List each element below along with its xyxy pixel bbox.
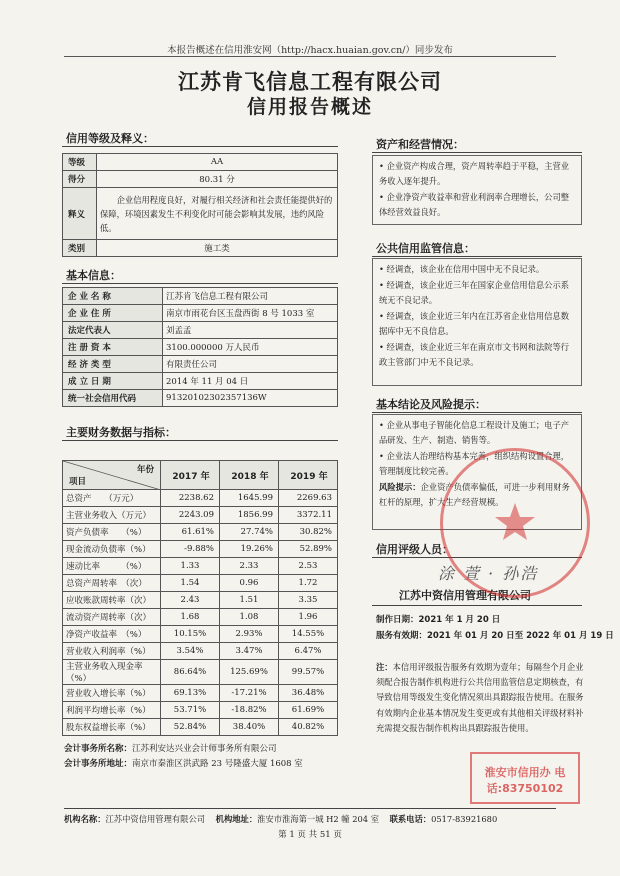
- table-cell: 53.71%: [161, 702, 220, 719]
- table-cell: 14.55%: [279, 626, 338, 643]
- table-row: [63, 702, 338, 719]
- rating-value: AA: [97, 154, 338, 171]
- company-seal: [440, 448, 590, 598]
- table-cell: -17.21%: [220, 685, 279, 702]
- table-cell: 52.84%: [161, 719, 220, 736]
- assets-item: • 企业净资产收益率和营业利润率合理增长，公司整体经营效益良好。: [379, 192, 570, 217]
- table-row: [63, 719, 338, 736]
- footer-divider: [64, 808, 556, 809]
- metric-label: 营业收入增长率（%）: [63, 685, 161, 702]
- table-cell: 40.82%: [279, 719, 338, 736]
- table-cell: 3.54%: [161, 643, 220, 660]
- agency-heading: 信用评级人员：: [376, 543, 453, 556]
- corner-year: 年份: [136, 465, 154, 475]
- table-cell: 52.89%: [279, 541, 338, 558]
- score-label: 得分: [63, 171, 97, 188]
- table-row: [63, 188, 338, 240]
- metric-label: 速动比率 （%）: [63, 558, 161, 575]
- corner-cell: [63, 461, 161, 490]
- assets-box: [372, 155, 582, 225]
- basic-value: 3100.000000 万人民币: [163, 339, 338, 356]
- metric-label: 主营业务收入现金率（%）: [63, 660, 161, 685]
- table-cell: 2.33: [220, 558, 279, 575]
- table-cell: 61.69%: [279, 702, 338, 719]
- table-row: [63, 660, 338, 685]
- metric-label: 净资产收益率 （%）: [63, 626, 161, 643]
- table-cell: 38.40%: [220, 719, 279, 736]
- metric-label: 总资产 （万元）: [63, 490, 161, 507]
- header-note: 本报告概述在信用淮安网（http://hacx.huaian.gov.cn/）同步发布: [167, 45, 453, 56]
- metric-label: 主营业务收入（万元）: [63, 507, 161, 524]
- assets-heading: 资产和经营情况：: [376, 138, 464, 151]
- table-header-row: [63, 461, 338, 490]
- table-cell: 3372.11: [279, 507, 338, 524]
- basic-label: 成 立 日 期: [63, 373, 163, 390]
- corner-item: 项目: [69, 477, 87, 487]
- footer-info: 机构名称：江苏中资信用管理有限公司 机构地址：淮安市淮海第一城 H2 幢 204 室 联系电话：0517-83921680: [64, 814, 498, 824]
- section-divider: [62, 283, 338, 284]
- year-header: 2019 年: [279, 461, 338, 490]
- basic-label: 经 济 类 型: [63, 356, 163, 373]
- basic-value: 南京市雨花台区玉盘西街 8 号 1033 室: [163, 305, 338, 322]
- table-cell: 1.68: [161, 609, 220, 626]
- basic-label: 企 业 名 称: [63, 288, 163, 305]
- table-row: [63, 490, 338, 507]
- table-row: [63, 507, 338, 524]
- rating-heading: 信用等级及释义：: [66, 132, 154, 145]
- table-row: [63, 339, 338, 356]
- risk-note: 风险提示：企业资产负债率偏低，可进一步利用财务杠杆的原理，扩大生产经营规模。: [379, 482, 570, 507]
- basic-value: 刘孟孟: [163, 322, 338, 339]
- section-divider: [62, 146, 338, 147]
- table-cell: 2.43: [161, 592, 220, 609]
- made-date-line: 制作日期：2021 年 1 月 20 日: [376, 615, 501, 625]
- table-row: [63, 626, 338, 643]
- table-row: [63, 575, 338, 592]
- table-cell: 10.15%: [161, 626, 220, 643]
- table-row: [63, 322, 338, 339]
- table-cell: 1.33: [161, 558, 220, 575]
- table-row: [63, 609, 338, 626]
- table-cell: 2.53: [279, 558, 338, 575]
- basic-label: 法定代表人: [63, 322, 163, 339]
- supervision-box: [372, 258, 582, 386]
- supervision-item: • 经调查，该企业近三年在南京市文书网和法院等行政主管部门中无不良记录。: [379, 342, 570, 367]
- metric-label: 资产负债率 （%）: [63, 524, 161, 541]
- basic-table: [62, 287, 338, 407]
- table-cell: -9.88%: [161, 541, 220, 558]
- table-row: [63, 171, 338, 188]
- table-cell: 1.51: [220, 592, 279, 609]
- table-cell: 36.48%: [279, 685, 338, 702]
- basic-value: 江苏肯飞信息工程有限公司: [163, 288, 338, 305]
- company-title: 江苏肯飞信息工程有限公司: [178, 70, 442, 94]
- table-row: [63, 288, 338, 305]
- meaning-label: 释义: [63, 188, 97, 240]
- supervision-item: • 经调查，该企业在信用中国中无不良记录。: [379, 264, 545, 274]
- finance-heading: 主要财务数据与指标：: [66, 426, 176, 439]
- meaning-value: 企业信用程度良好，对履行相关经济和社会责任能提供好的保障，环境因素发生不利变化时可能会影响其发展，违约风险低。: [97, 188, 338, 240]
- table-cell: 69.13%: [161, 685, 220, 702]
- rating-label: 等级: [63, 154, 97, 171]
- table-cell: 125.69%: [220, 660, 279, 685]
- table-cell: 27.74%: [220, 524, 279, 541]
- metric-label: 营业收入利润率（%）: [63, 643, 161, 660]
- section-divider: [372, 152, 582, 153]
- table-cell: 30.82%: [279, 524, 338, 541]
- section-divider: [372, 256, 582, 257]
- table-cell: 0.96: [220, 575, 279, 592]
- finance-table: [62, 460, 338, 736]
- header-divider: [64, 56, 556, 57]
- table-cell: 2.93%: [220, 626, 279, 643]
- basic-value: 有限责任公司: [163, 356, 338, 373]
- table-row: [63, 240, 338, 257]
- table-cell: 86.64%: [161, 660, 220, 685]
- table-row: [63, 592, 338, 609]
- report-title: 信用报告概述: [246, 96, 373, 118]
- table-cell: 99.57%: [279, 660, 338, 685]
- conclusion-heading: 基本结论及风险提示：: [376, 398, 486, 411]
- year-header: 2018 年: [220, 461, 279, 490]
- metric-label: 应收账款周转率（次）: [63, 592, 161, 609]
- credit-office-stamp: 淮安市信用办 电话:83750102: [470, 752, 580, 804]
- table-cell: 3.35: [279, 592, 338, 609]
- table-cell: 19.26%: [220, 541, 279, 558]
- category-label: 类别: [63, 240, 97, 257]
- table-cell: -18.82%: [220, 702, 279, 719]
- table-cell: 1645.99: [220, 490, 279, 507]
- basic-value: 2014 年 11 月 04 日: [163, 373, 338, 390]
- table-cell: 61.61%: [161, 524, 220, 541]
- table-row: [63, 390, 338, 407]
- metric-label: 利润平均增长率（%）: [63, 702, 161, 719]
- table-cell: 2243.09: [161, 507, 220, 524]
- section-divider: [372, 412, 582, 413]
- table-cell: 1856.99: [220, 507, 279, 524]
- basic-label: 注 册 资 本: [63, 339, 163, 356]
- basic-label: 统一社会信用代码: [63, 390, 163, 407]
- basic-heading: 基本信息：: [66, 269, 121, 282]
- firm-address-line: 会计事务所地址：南京市秦淮区洪武路 23 号隆盛大厦 1608 室: [64, 759, 303, 769]
- table-row: [63, 305, 338, 322]
- section-divider: [372, 605, 582, 606]
- supervision-item: • 经调查，该企业近三年在国家企业信用信息公示系统无不良记录。: [379, 280, 570, 305]
- basic-value: 91320102302357136W: [163, 390, 338, 407]
- basic-label: 企 业 住 所: [63, 305, 163, 322]
- supervision-item: • 经调查，该企业近三年内在江苏省企业信用信息数据库中无不良信息。: [379, 311, 570, 336]
- page-number: 第 1 页 共 51 页: [278, 830, 342, 840]
- table-row: [63, 373, 338, 390]
- rating-table: [62, 153, 338, 257]
- agency-name: 江苏中资信用管理有限公司: [399, 589, 531, 602]
- conclusion-item: • 企业从事电子智能化信息工程设计及施工；电子产品研发、生产、制造、销售等。: [379, 420, 570, 445]
- table-cell: 6.47%: [279, 643, 338, 660]
- conclusion-item: • 企业法人治理结构基本完善，组织结构设置合理，管理制度比较完善。: [379, 451, 570, 476]
- category-value: 施工类: [97, 240, 338, 257]
- assets-item: • 企业资产构成合理，资产周转率趋于平稳，主营业务收入逐年提升。: [379, 161, 570, 186]
- seal-star-icon: [443, 451, 587, 595]
- table-cell: 1.54: [161, 575, 220, 592]
- table-row: [63, 154, 338, 171]
- table-cell: 1.72: [279, 575, 338, 592]
- table-cell: 2269.63: [279, 490, 338, 507]
- table-row: [63, 558, 338, 575]
- score-value: 80.31 分: [97, 171, 338, 188]
- metric-label: 流动资产周转率（次）: [63, 609, 161, 626]
- table-row: [63, 524, 338, 541]
- table-row: [63, 643, 338, 660]
- section-divider: [62, 440, 338, 441]
- metric-label: 股东权益增长率（%）: [63, 719, 161, 736]
- table-row: [63, 685, 338, 702]
- table-cell: 1.96: [279, 609, 338, 626]
- signature: 涂 萱 · 孙浩: [438, 564, 539, 583]
- validity-line: 服务有效期：2021 年 01 月 20 日至 2022 年 01 月 19 日: [376, 631, 614, 641]
- metric-label: 现金流动负债率（%）: [63, 541, 161, 558]
- table-cell: 1.08: [220, 609, 279, 626]
- agency-note: 注：本信用评级报告服务有效期为壹年；每隔叁个月企业须配合报告制作机构进行公共信用监管信息定期核查，有导致信用等级发生变化情况须出具跟踪报告使用。在服务有效期内企业基本情况发生变更或有其他相关评级材料补充需提交报告制作机构出具跟踪报告使用。: [376, 662, 584, 733]
- metric-label: 总资产周转率 （次）: [63, 575, 161, 592]
- table-row: [63, 356, 338, 373]
- supervision-heading: 公共信用监管信息：: [376, 242, 475, 255]
- year-header: 2017 年: [161, 461, 220, 490]
- firm-line: 会计事务所名称：江苏利安达兴业会计师事务所有限公司: [64, 744, 277, 754]
- table-cell: 2238.62: [161, 490, 220, 507]
- table-cell: 3.47%: [220, 643, 279, 660]
- table-row: [63, 541, 338, 558]
